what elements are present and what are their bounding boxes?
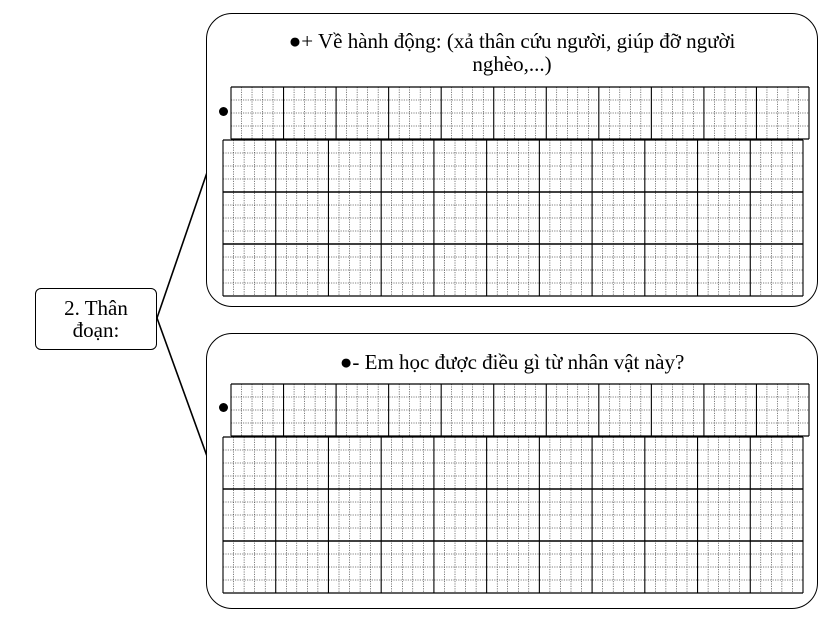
writing-grid-block[interactable] xyxy=(222,436,804,594)
section-label: 2. Thân đoạn: xyxy=(64,296,128,342)
action-panel-title: ●+ Về hành động: (xả thân cứu người, giúp đỡ người nghèo,...) xyxy=(288,29,736,76)
bullet-icon xyxy=(219,107,228,116)
writing-grid-block[interactable] xyxy=(222,139,804,297)
branch-line-top xyxy=(157,158,212,318)
branch-line-bottom xyxy=(157,318,212,470)
writing-grid-row[interactable] xyxy=(230,383,810,437)
lesson-panel-title: ●- Em học được điều gì từ nhân vật này? xyxy=(339,350,685,374)
section-box xyxy=(35,288,157,350)
bullet-icon xyxy=(219,403,228,412)
writing-grid-row[interactable] xyxy=(230,86,810,140)
